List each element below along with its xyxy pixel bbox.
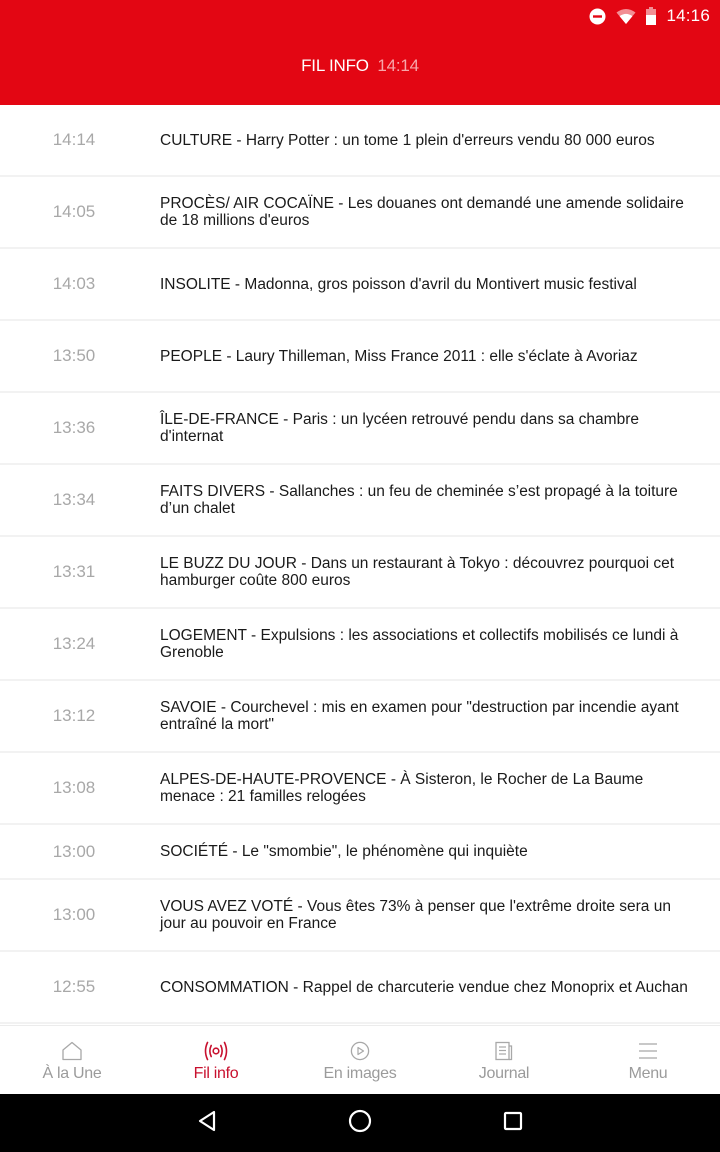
- news-item-headline[interactable]: LOGEMENT - Expulsions : les associations et collectifs mobilisés ce lundi à Grenoble: [160, 627, 679, 661]
- news-item[interactable]: [0, 105, 720, 177]
- play-circle-icon: [350, 1041, 370, 1061]
- last-update-time: 14:14: [377, 56, 419, 75]
- system-home-button[interactable]: [284, 1094, 437, 1152]
- news-feed-list[interactable]: [0, 105, 720, 1025]
- news-item-headline[interactable]: FAITS DIVERS - Sallanches : un feu de cheminée s’est propagé à la toiture d’un chalet: [160, 483, 678, 517]
- news-item[interactable]: [0, 249, 720, 321]
- system-recents-button[interactable]: [437, 1094, 590, 1152]
- nav-tab-fil-info[interactable]: [144, 1026, 288, 1094]
- news-item[interactable]: [0, 537, 720, 609]
- news-item-headline[interactable]: ALPES-DE-HAUTE-PROVENCE - À Sisteron, le Rocher de La Baume menace : 21 familles relogées: [160, 771, 644, 805]
- status-clock: 14:16: [666, 6, 710, 25]
- status-bar: [589, 0, 720, 32]
- news-item-time: 12:55: [52, 977, 96, 996]
- nav-tab-label: Fil info: [193, 1065, 239, 1082]
- news-item[interactable]: [0, 609, 720, 681]
- news-item-headline[interactable]: PEOPLE - Laury Thilleman, Miss France 2011 : elle s'éclate à Avoriaz: [160, 347, 638, 365]
- news-item-time: 13:31: [52, 562, 96, 581]
- page-title: [0, 56, 720, 76]
- home-icon: [61, 1041, 83, 1061]
- home-circle-icon: [348, 1109, 372, 1138]
- news-item[interactable]: [0, 465, 720, 537]
- news-item-time: 13:24: [52, 634, 96, 653]
- news-item-headline[interactable]: LE BUZZ DU JOUR - Dans un restaurant à Tokyo : découvrez pourquoi cet hamburger coûte 800 euros: [160, 555, 675, 589]
- back-triangle-icon: [197, 1110, 217, 1137]
- nav-tab-label: Menu: [628, 1065, 668, 1082]
- news-item[interactable]: [0, 393, 720, 465]
- nav-tab-label: À la Une: [42, 1065, 102, 1082]
- do-not-disturb-icon: [589, 8, 606, 25]
- news-item-time: 13:08: [52, 778, 96, 797]
- news-item-headline[interactable]: VOUS AVEZ VOTÉ - Vous êtes 73% à penser que l'extrême droite sera un jour au pouvoir en France: [160, 898, 671, 932]
- wifi-icon: [616, 8, 636, 25]
- news-item-time: 13:50: [52, 346, 96, 365]
- news-item-time: 13:34: [52, 490, 96, 509]
- news-item-time: 13:00: [52, 841, 96, 861]
- news-item-time: 14:05: [52, 202, 96, 221]
- recents-square-icon: [503, 1111, 523, 1136]
- news-item-headline[interactable]: INSOLITE - Madonna, gros poisson d'avril du Montivert music festival: [160, 275, 637, 293]
- nav-tab-menu[interactable]: [576, 1026, 720, 1094]
- news-item-headline[interactable]: CONSOMMATION - Rappel de charcuterie vendue chez Monoprix et Auchan: [160, 978, 688, 996]
- system-navigation-bar: [0, 1094, 720, 1152]
- hamburger-menu-icon: [638, 1041, 658, 1061]
- nav-tab-journal[interactable]: [432, 1026, 576, 1094]
- news-item[interactable]: [0, 825, 720, 880]
- news-item[interactable]: [0, 177, 720, 249]
- news-item[interactable]: [0, 753, 720, 825]
- news-item-headline[interactable]: SAVOIE - Courchevel : mis en examen pour "destruction par incendie ayant entraîné la mort": [160, 699, 679, 733]
- news-item-headline[interactable]: SOCIÉTÉ - Le "smombie", le phénomène qui inquiète: [160, 843, 528, 860]
- news-item[interactable]: [0, 681, 720, 753]
- broadcast-icon: [203, 1041, 229, 1061]
- bottom-navigation: [0, 1025, 720, 1094]
- newspaper-icon: [495, 1041, 513, 1061]
- news-item-time: 13:12: [52, 706, 96, 725]
- news-item[interactable]: [0, 880, 720, 952]
- news-item[interactable]: [0, 952, 720, 1024]
- nav-tab-a-la-une[interactable]: [0, 1026, 144, 1094]
- news-item[interactable]: [0, 321, 720, 393]
- news-item-headline[interactable]: PROCÈS/ AIR COCAÏNE - Les douanes ont demandé une amende solidaire de 18 millions d'euros: [160, 195, 684, 229]
- news-item-time: 14:14: [52, 130, 96, 149]
- news-item-headline[interactable]: CULTURE - Harry Potter : un tome 1 plein d'erreurs vendu 80 000 euros: [160, 131, 655, 149]
- battery-icon: [646, 7, 656, 25]
- news-item-time: 13:00: [52, 905, 96, 924]
- news-item-time: 13:36: [52, 418, 96, 437]
- system-back-button[interactable]: [131, 1094, 284, 1152]
- nav-tab-en-images[interactable]: [288, 1026, 432, 1094]
- app-header: [0, 0, 720, 105]
- nav-tab-label: Journal: [478, 1065, 530, 1082]
- news-item-time: 14:03: [52, 274, 96, 293]
- news-item-headline[interactable]: ÎLE-DE-FRANCE - Paris : un lycéen retrouvé pendu dans sa chambre d'internat: [160, 411, 639, 445]
- nav-tab-label: En images: [323, 1065, 397, 1082]
- page-title-text: FIL INFO: [301, 56, 369, 75]
